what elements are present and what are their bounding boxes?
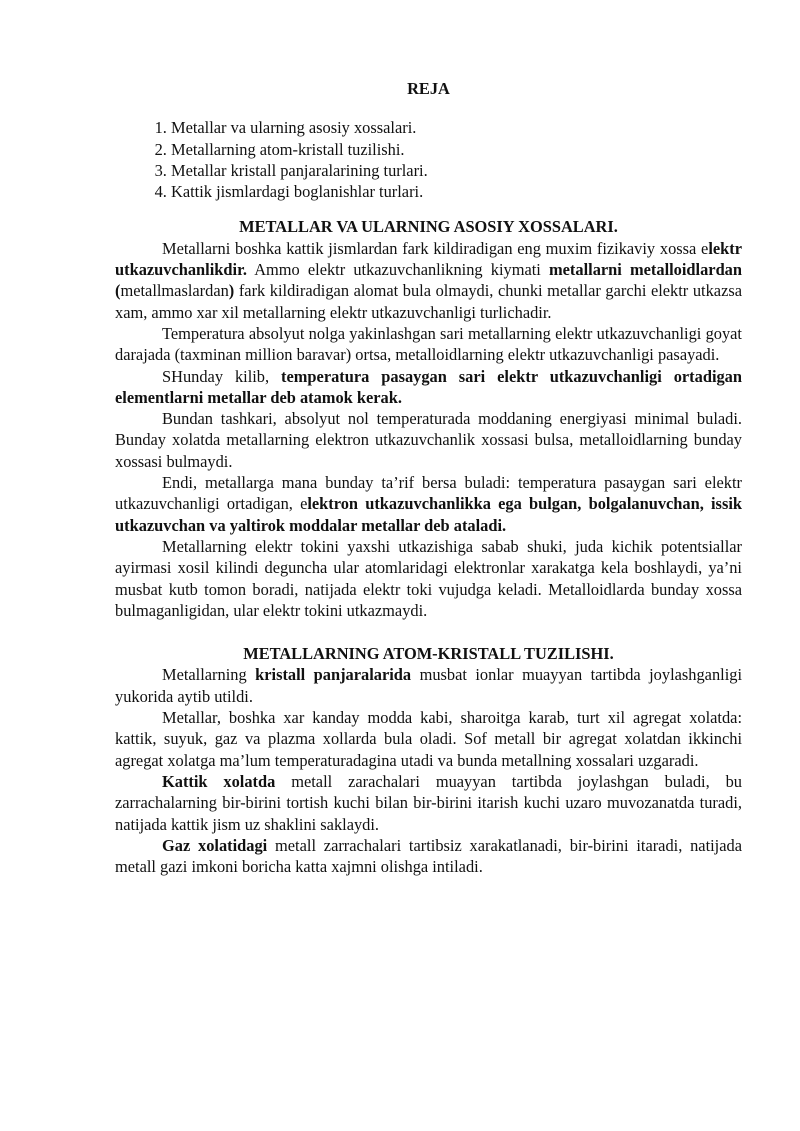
text-run: metall zarachalari muayyan tartibda joylashgan buladi, bu zarrachalarning bir-birini tortish kuchi bilan bir-birini itarish kuchi uzaro muvozanatda turadi, natijada kattik jism uz shaklini saklaydi. bbox=[115, 771, 742, 834]
text-run: musbat ionlar muayyan tartibda joylashganligi yukorida aytib utildi. bbox=[115, 665, 742, 706]
plan-item: 4. Kattik jismlardagi boglanishlar turlari. bbox=[171, 181, 742, 202]
text-run: Endi, metallarga mana bunday ta’rif bersa buladi: temperatura pasaygan sari elektr utkazuvchanligi ortadigan, e bbox=[115, 473, 742, 514]
plan-item: 2. Metallarning atom-kristall tuzilishi. bbox=[171, 139, 742, 160]
paragraph bbox=[115, 835, 742, 878]
text-run: Metallarni boshka kattik jismlardan fark kildiradigan eng muxim fizikaviy xossa e bbox=[162, 238, 709, 258]
bold-run: metallarni metalloidlardan ( bbox=[115, 260, 742, 301]
text-run: SHunday kilib, bbox=[162, 366, 282, 386]
section-heading-structure: METALLARNING ATOM-KRISTALL TUZILISHI. bbox=[243, 644, 614, 664]
plan-item: 1. Metallar va ularning asosiy xossalari. bbox=[171, 117, 742, 138]
page-title: REJA bbox=[407, 79, 450, 98]
paragraph: Metallarning elektr tokini yaxshi utkazishiga sabab shuki, juda kichik potentsiallar ayirmasi xosil kilindi deguncha ular atomlaridagi elektronlar xarakatga kela boshlaydi, ya’ni musbat kutb tomon boradi, natijada elektr toki vujudga keladi. Metalloidlarda bunday xossa bulmaganligidan, ular elektr tokini utkazmaydi. bbox=[115, 536, 742, 620]
bold-run: temperatura pasaygan sari elektr utkazuvchanligi ortadigan elementlarni metallar deb atamok kerak. bbox=[115, 366, 742, 407]
text-run: metallmaslardan bbox=[120, 281, 229, 301]
bold-run: ) bbox=[228, 281, 235, 301]
plan-item: 3. Metallar kristall panjaralarining turlari. bbox=[171, 160, 742, 181]
bold-run: lektr utkazuvchanlikdir. bbox=[115, 238, 742, 280]
text-run: Ammo elektr utkazuvchanlikning kiymati bbox=[246, 260, 549, 280]
document-page bbox=[115, 78, 742, 877]
paragraph bbox=[115, 472, 742, 536]
paragraph: Temperatura absolyut nolga yakinlashgan sari metallarning elektr utkazuvchanligi goyat darajada (taxminan million baravar) ortsa, metalloidlarning elektr utkazuvchanligi pasayadi. bbox=[115, 323, 742, 365]
text-run: metall zarrachalari tartibsiz xarakatlanadi, bir-birini itaradi, natijada metall gazi imkoni boricha katta xajmni olishga intiladi. bbox=[115, 835, 742, 877]
text-run: Metallarning bbox=[162, 665, 256, 685]
plan-list bbox=[115, 117, 742, 202]
paragraph bbox=[115, 238, 742, 323]
bold-run: lektron utkazuvchanlikka ega bulgan, bolgalanuvchan, issik utkazuvchan va yaltirok moddalar metallar deb ataladi. bbox=[115, 494, 742, 535]
paragraph: Bundan tashkari, absolyut nol temperaturada moddaning energiyasi minimal buladi. Bunday xolatda metallarning elektron utkazuvchanlik xossasi bulsa, metalloidlarning bunday xossasi bulmaydi. bbox=[115, 409, 742, 471]
bold-run: kristall panjaralarida bbox=[255, 665, 412, 685]
paragraph: Metallar, boshka xar kanday modda kabi, sharoitga karab, turt xil agregat xolatda: kattik, suyuk, gaz va plazma xollarda bula oladi. Sof metall bir agregat xolatdan ikkinchi agregat xolatga ma’lum temperaturadagina utadi va bunda metallning xossalari uzgaradi. bbox=[115, 708, 742, 770]
bold-run: Kattik xolatda bbox=[162, 771, 276, 791]
paragraph bbox=[115, 664, 742, 707]
paragraph bbox=[115, 771, 742, 835]
paragraph bbox=[115, 366, 742, 409]
section-heading-properties: METALLAR VA ULARNING ASOSIY XOSSALARI. bbox=[239, 217, 618, 237]
text-run: fark kildiradigan alomat bula olmaydi, chunki metallar garchi elektr utkazsa xam, ammo xar xil metallarning elektr utkazuvchanligi turlichadir. bbox=[115, 281, 742, 322]
bold-run: Gaz xolatidagi bbox=[162, 835, 268, 855]
